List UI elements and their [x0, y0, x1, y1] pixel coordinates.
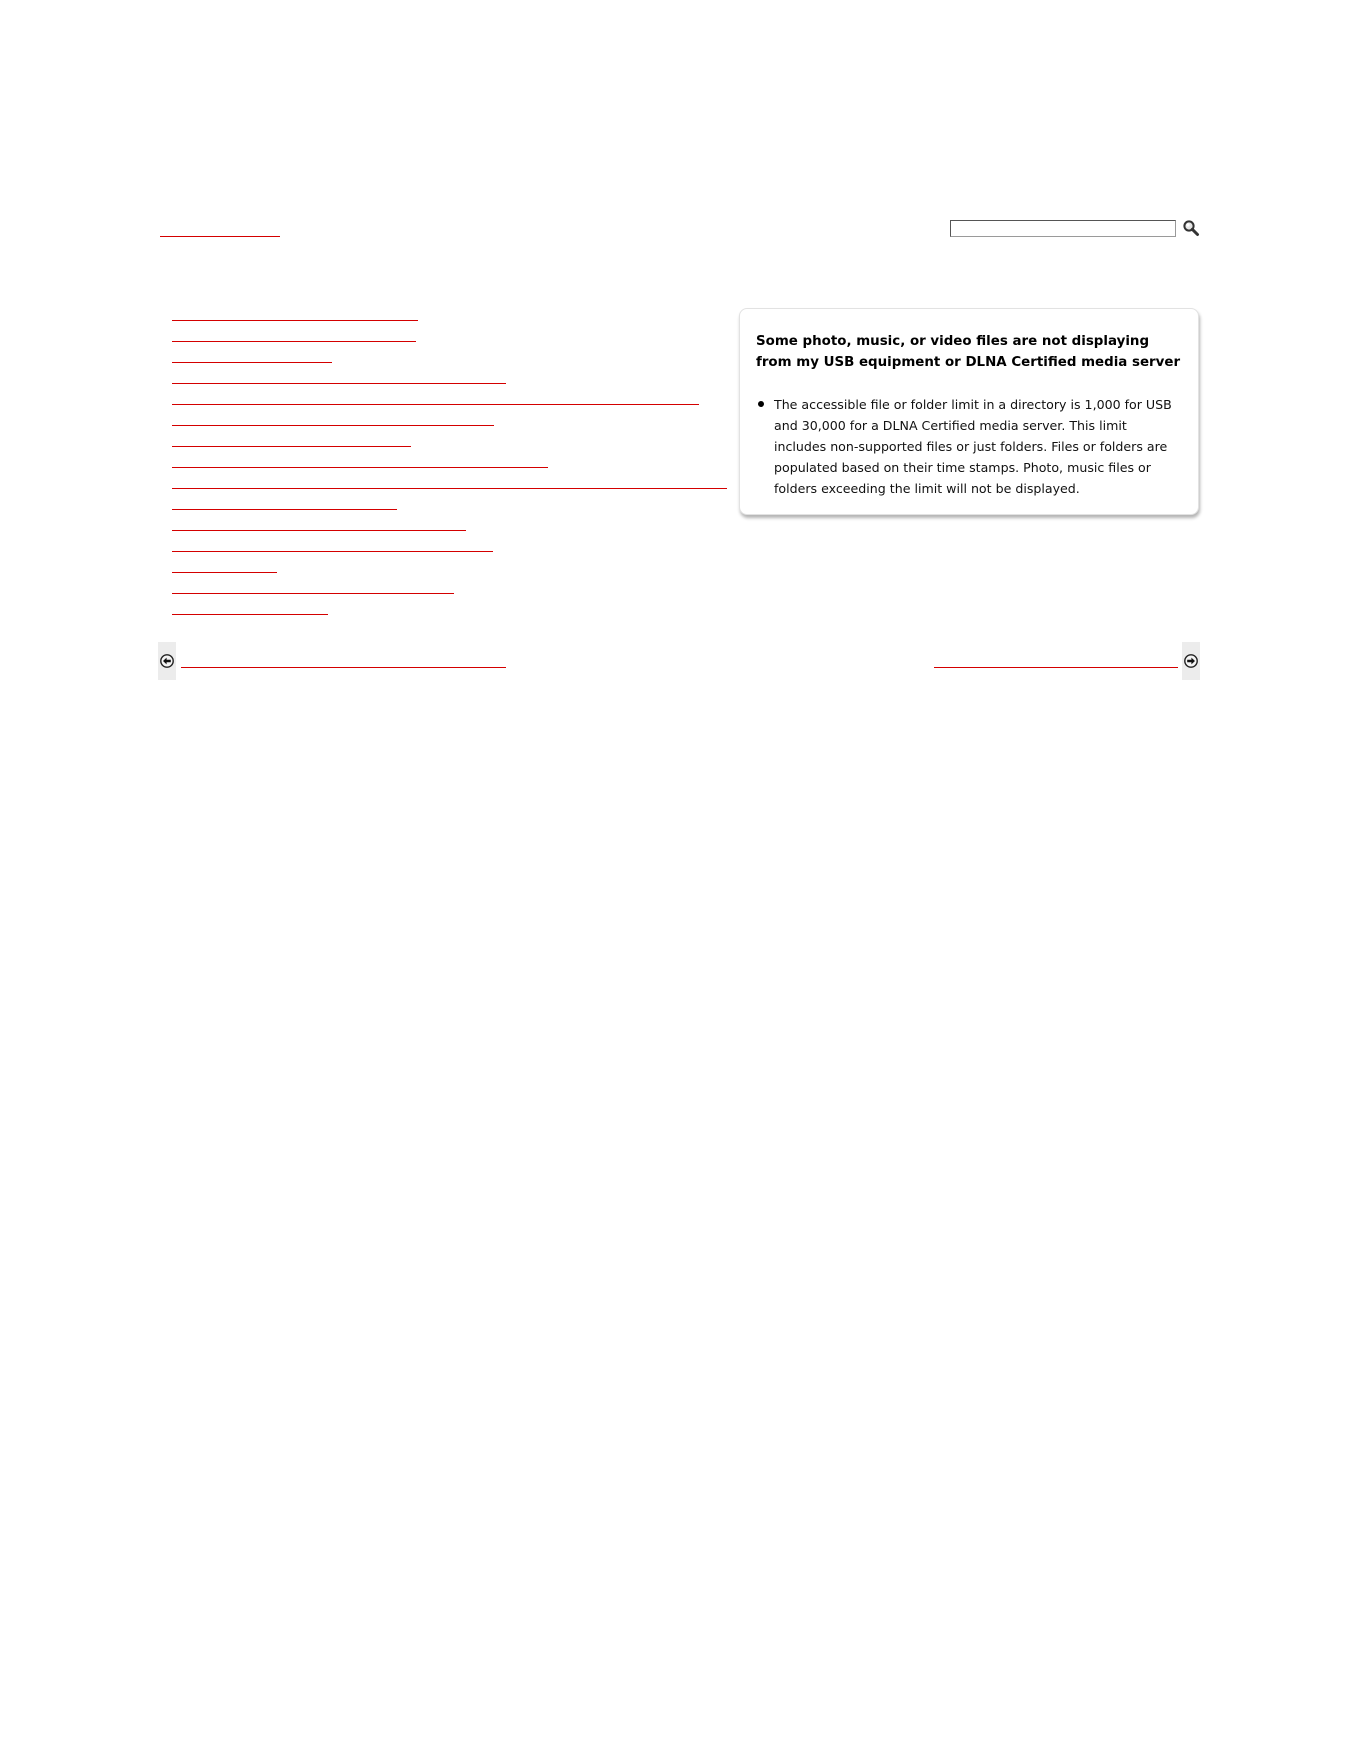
topic-link[interactable] — [172, 533, 493, 552]
topic-link[interactable] — [172, 470, 727, 489]
topic-link[interactable] — [172, 554, 277, 573]
magnifier-icon — [1182, 219, 1200, 237]
troubleshooting-info-box — [739, 308, 1199, 515]
search-button[interactable] — [1182, 219, 1200, 237]
next-page-link[interactable] — [934, 649, 1178, 668]
info-bullet-text: The accessible file or folder limit in a directory is 1,000 for USB and 30,000 for a DLNA Certified media server. This limit includes non-supported files or just folders. Files or folders are populated based on their time stamps. Photo, music files or folders exceeding the limit will not be displayed. — [774, 397, 1172, 496]
arrow-left-circle-icon — [160, 654, 174, 668]
topic-link[interactable] — [172, 386, 699, 405]
topic-link[interactable] — [172, 596, 328, 615]
topic-link[interactable] — [172, 365, 506, 384]
topic-link[interactable] — [172, 449, 548, 468]
info-bullet-item — [756, 394, 1182, 499]
search-input[interactable] — [950, 220, 1176, 237]
prev-page-button[interactable] — [160, 653, 174, 667]
topic-link[interactable] — [172, 512, 466, 531]
arrow-right-circle-icon — [1184, 654, 1198, 668]
next-page-button[interactable] — [1184, 653, 1198, 667]
topic-link[interactable] — [172, 407, 494, 426]
topic-link[interactable] — [172, 575, 454, 594]
prev-page-link[interactable] — [181, 649, 506, 668]
topic-link[interactable] — [172, 491, 397, 510]
top-link[interactable] — [160, 218, 280, 237]
topic-link[interactable] — [172, 344, 332, 363]
topic-link[interactable] — [172, 428, 411, 447]
bullet-icon — [758, 401, 764, 407]
topic-link[interactable] — [172, 323, 416, 342]
topic-link[interactable] — [172, 302, 418, 321]
info-title: Some photo, music, or video files are not displaying from my USB equipment or DLNA Certified media server — [756, 334, 1181, 370]
